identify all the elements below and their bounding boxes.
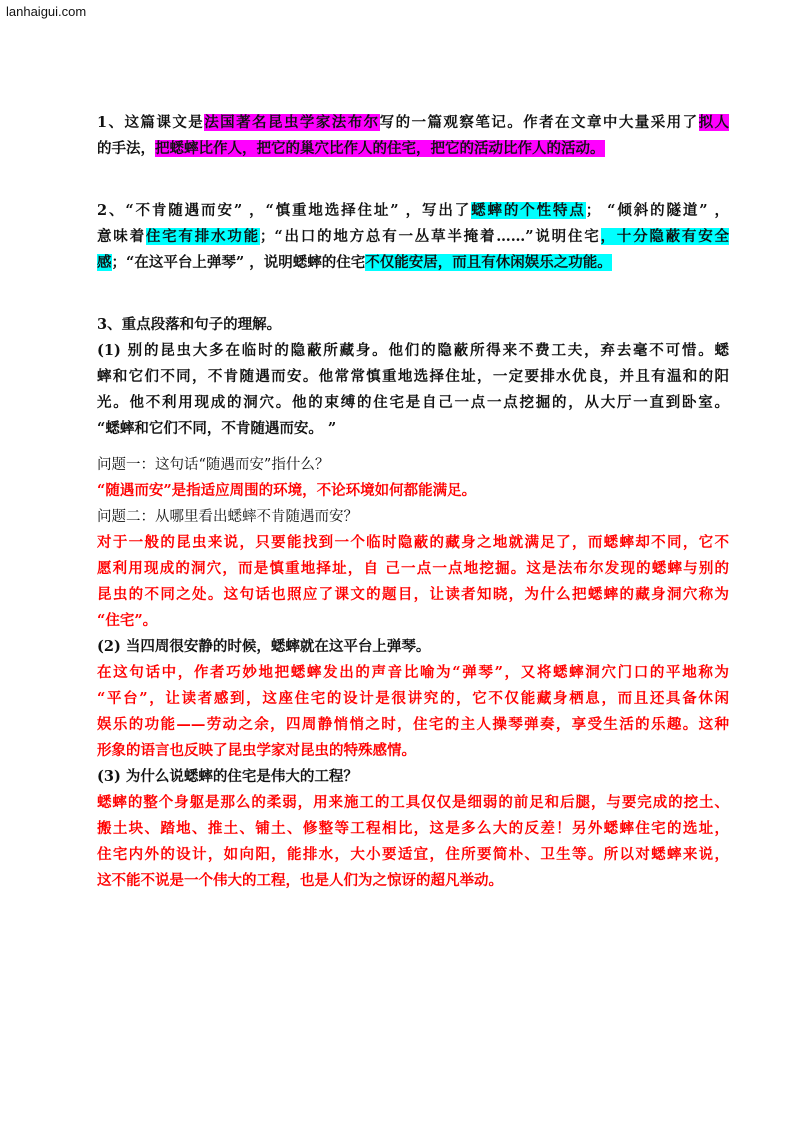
- highlight-personification-detail: 把蟋蟀比作人，把它的巢穴比作人的住宅，把它的活动比作人的活动。: [155, 140, 605, 157]
- p1-line: “蟋蟀和它们不同，不肯随遇而安。 ”: [97, 420, 337, 437]
- p1-line: (1) 别的昆虫大多在临时的隐蔽所藏身。他们的隐蔽所得来不费工夫，弃去毫不可惜。蟋: [97, 342, 729, 359]
- text: ；“在这平台上弹琴” ，说明蟋蟀的住宅: [111, 254, 366, 271]
- highlight-character: 蟋蟀的个性特点: [471, 202, 586, 219]
- answer-4-line: 蟋蟀的整个身躯是那么的柔弱，用来施工的工具仅仅是细弱的前足和后腿，与要完成的挖土、: [97, 794, 729, 811]
- text: 1、这篇课文是: [97, 114, 205, 131]
- p1-line: 光。他不利用现成的洞穴。他的束缚的住宅是自己一点一点挖掘的，从大厅一直到卧室。: [97, 394, 729, 411]
- answer-1: “随遇而安”是指适应周围的环境，不论环境如何都能满足。: [97, 482, 477, 499]
- text: 的手法，: [97, 140, 155, 157]
- text: ； “倾斜的隧道” ，: [585, 202, 729, 219]
- highlight-leisure: 不仅能安居，而且有休闲娱乐之功能。: [365, 254, 612, 271]
- highlight-hidden: ，十分隐蔽有安全: [600, 228, 729, 245]
- answer-2-line: 愿利用现成的洞穴，而是慎重地择址，自 己一点一点地挖掘。这是法布尔发现的蟋蟀与别的: [97, 560, 729, 577]
- point2-line2: [97, 224, 729, 250]
- answer-3-line: 娱乐的功能——劳动之余，四周静悄悄之时，住宅的主人操琴弹奏，享受生活的乐趣。这种: [97, 716, 729, 733]
- point1-line2: [97, 136, 729, 162]
- document-body: [97, 110, 729, 894]
- p1-line: 蟀和它们不同，不肯随遇而安。他常常慎重地选择住址，一定要排水优良，并且有温和的阳: [97, 368, 729, 385]
- text: 意味着: [97, 228, 146, 245]
- watermark: lanhaigui.com: [6, 4, 87, 19]
- point2-line3: [97, 250, 729, 276]
- highlight-personification: 拟人: [698, 114, 729, 131]
- text: 2、“不肯随遇而安” ，“慎重地选择住址” ，写出了: [97, 202, 472, 219]
- text: ；“出口的地方总有一丛草半掩着……”说明住宅: [259, 228, 601, 245]
- highlight-author: 法国著名昆虫学家法布尔: [204, 114, 380, 131]
- highlight-drainage: 住宅有排水功能: [145, 228, 260, 245]
- point1-line1: [97, 110, 729, 136]
- answer-3-line: “平台”，让读者感到，这座住宅的设计是很讲究的，它不仅能藏身栖息，而且还具备休闲: [97, 690, 729, 707]
- highlight-hidden-cont: 感: [97, 254, 112, 271]
- question-1: 问题一：这句话“随遇而安”指什么？: [97, 457, 330, 473]
- answer-2-line: 昆虫的不同之处。这句话也照应了课文的题目，让读者知晓，为什么把蟋蟀的藏身洞穴称为: [97, 586, 729, 603]
- text: 写的一篇观察笔记。作者在文章中大量采用了: [379, 114, 699, 131]
- section3-heading: 3、重点段落和句子的理解。: [97, 316, 282, 333]
- answer-3-line: 在这句话中，作者巧妙地把蟋蟀发出的声音比喻为“弹琴”，又将蟋蟀洞穴门口的平地称为: [97, 664, 729, 681]
- question-2: 问题二：从哪里看出蟋蟀不肯随遇而安？: [97, 509, 358, 525]
- answer-3-line: 形象的语言也反映了昆虫学家对昆虫的特殊感情。: [97, 742, 416, 759]
- answer-4-line: 这不能不说是一个伟大的工程，也是人们为之惊讶的超凡举动。: [97, 872, 503, 889]
- point2-line1: [97, 198, 729, 224]
- point-3-question: (3) 为什么说蟋蟀的住宅是伟大的工程？: [97, 768, 358, 785]
- answer-4-line: 住宅内外的设计，如向阳，能排水，大小要适宜，住所要简朴、卫生等。所以对蟋蟀来说，: [97, 846, 729, 863]
- answer-2-line: “住宅”。: [97, 612, 158, 629]
- answer-2-line: 对于一般的昆虫来说，只要能找到一个临时隐蔽的藏身之地就满足了，而蟋蟀却不同，它不: [97, 534, 729, 551]
- point-2-sentence: (2) 当四周很安静的时候，蟋蟀就在这平台上弹琴。: [97, 638, 431, 655]
- answer-4-line: 搬土块、踏地、推土、铺土、修整等工程相比，这是多么大的反差！另外蟋蟀住宅的选址，: [97, 820, 729, 837]
